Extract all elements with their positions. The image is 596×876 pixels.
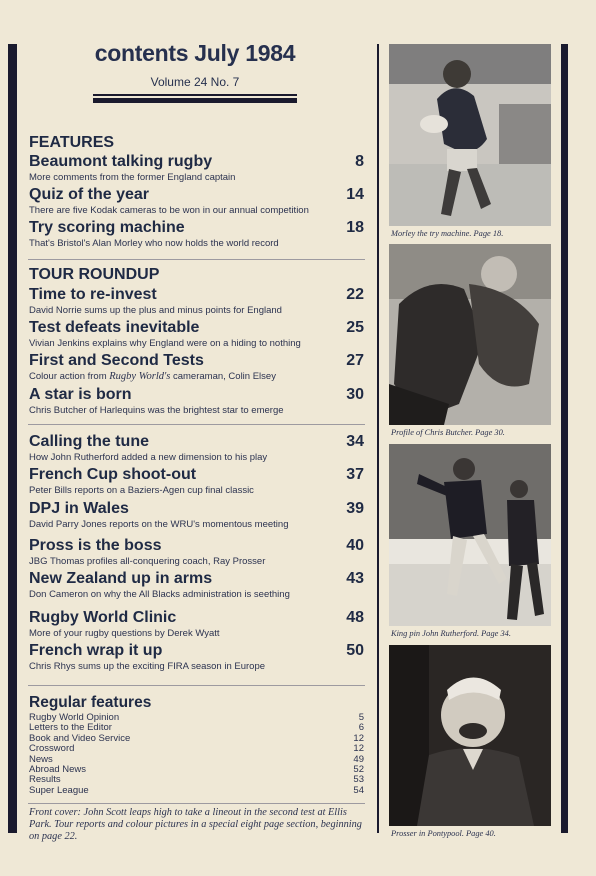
entry-description: Chris Rhys sums up the exciting FIRA season in Europe xyxy=(29,661,266,672)
front-cover-note: Front cover: John Scott leaps high to take a lineout in the second test at Ellis Park. Tour reports and colour pictures in a special eight page section, beginning on page 22. xyxy=(29,807,362,842)
regular-feature-page: 5 xyxy=(358,712,364,723)
entry-description: That's Bristol's Alan Morley who now holds the world record xyxy=(29,238,279,249)
entry-description: JBG Thomas profiles all-conquering coach, Ray Prosser xyxy=(29,556,266,567)
entry-title: A star is born xyxy=(29,386,132,403)
entry-description: Vivian Jenkins explains why England were on a hiding to nothing xyxy=(29,338,301,349)
entry-title: Pross is the boss xyxy=(29,537,162,554)
contents-entry[interactable] xyxy=(29,219,364,249)
photo-prosser xyxy=(389,645,551,826)
entry-title: New Zealand up in arms xyxy=(29,570,213,587)
contents-entry[interactable] xyxy=(29,609,364,639)
entry-description: More of your rugby questions by Derek Wyatt xyxy=(29,628,220,639)
contents-entry[interactable] xyxy=(29,186,364,216)
page-title: contents July 1984 xyxy=(94,40,296,66)
magazine-name: Rugby World's xyxy=(109,371,171,382)
photo-butcher xyxy=(389,244,551,425)
regular-feature-page: 6 xyxy=(358,722,364,734)
regular-feature-row[interactable] xyxy=(29,734,364,744)
features-heading: FEATURES xyxy=(29,134,115,151)
regular-feature-label: Abroad News xyxy=(29,764,87,776)
entry-page: 43 xyxy=(346,570,364,587)
entry-page: 8 xyxy=(355,153,364,170)
regular-feature-row[interactable] xyxy=(29,765,364,775)
regular-feature-page: 52 xyxy=(353,764,364,776)
entry-page: 40 xyxy=(346,537,364,554)
right-border-bar xyxy=(561,44,568,833)
contents-entry[interactable] xyxy=(29,537,364,567)
entry-description: How John Rutherford added a new dimension to his play xyxy=(29,452,268,463)
entry-page: 50 xyxy=(346,642,364,659)
photo-caption: King pin John Rutherford. Page 34. xyxy=(391,629,511,638)
regular-features-list xyxy=(29,713,364,796)
regular-feature-label: Crossword xyxy=(29,743,75,755)
entry-page: 37 xyxy=(346,466,364,483)
contents-entry[interactable] xyxy=(29,433,364,463)
photo-caption: Morley the try machine. Page 18. xyxy=(391,229,504,238)
contents-entry[interactable] xyxy=(29,386,364,416)
tour-roundup-heading: TOUR ROUNDUP xyxy=(29,266,160,283)
entry-title: Quiz of the year xyxy=(29,186,150,203)
desc-text: Colour action from xyxy=(29,371,110,382)
photo-caption: Prosser in Pontypool. Page 40. xyxy=(391,829,496,838)
contents-entry[interactable] xyxy=(29,319,364,349)
entry-page: 18 xyxy=(346,219,364,236)
entry-page: 39 xyxy=(346,500,364,517)
regular-feature-label: Results xyxy=(29,774,61,786)
regular-feature-page: 54 xyxy=(353,784,364,796)
title-rule-thick xyxy=(93,98,297,103)
regular-feature-page: 49 xyxy=(353,753,364,765)
section-divider xyxy=(28,259,365,260)
contents-entry[interactable] xyxy=(29,570,364,600)
entry-title: DPJ in Wales xyxy=(29,500,129,517)
regular-feature-page: 12 xyxy=(353,732,364,744)
regular-feature-row[interactable] xyxy=(29,744,364,754)
entry-page: 25 xyxy=(346,319,364,336)
entry-page: 22 xyxy=(346,286,364,303)
regular-feature-page: 12 xyxy=(353,743,364,755)
entry-title: Beaumont talking rugby xyxy=(29,153,213,170)
entry-description: More comments from the former England captain xyxy=(29,172,236,183)
contents-entry[interactable] xyxy=(29,500,364,530)
desc-text: cameraman, Colin Elsey xyxy=(170,371,276,382)
regular-feature-page: 53 xyxy=(353,774,364,786)
entry-description: David Parry Jones reports on the WRU's momentous meeting xyxy=(29,519,289,530)
photo-caption: Profile of Chris Butcher. Page 30. xyxy=(391,428,505,437)
entry-page: 27 xyxy=(346,352,364,369)
contents-entry[interactable] xyxy=(29,642,364,672)
section-divider xyxy=(28,424,365,425)
regular-feature-label: News xyxy=(29,753,53,765)
contents-entry[interactable] xyxy=(29,466,364,496)
entry-page: 30 xyxy=(346,386,364,403)
entry-description: Peter Bills reports on a Baziers-Agen cup final classic xyxy=(29,485,254,496)
entry-title: Time to re-invest xyxy=(29,286,157,303)
entry-page: 14 xyxy=(346,186,364,203)
photo-morley xyxy=(389,44,551,226)
left-border-bar xyxy=(8,44,17,833)
regular-feature-label: Book and Video Service xyxy=(29,732,131,744)
entry-page: 34 xyxy=(346,433,364,450)
regular-feature-label: Super League xyxy=(29,784,89,796)
entry-description: There are five Kodak cameras to be won in our annual competition xyxy=(29,205,309,216)
contents-entry[interactable] xyxy=(29,286,364,316)
entry-title: French wrap it up xyxy=(29,642,163,659)
entry-title: Rugby World Clinic xyxy=(29,609,177,626)
center-divider xyxy=(377,44,379,833)
regular-feature-label: Rugby World Opinion xyxy=(29,712,120,723)
entry-description: Chris Butcher of Harlequins was the brightest star to emerge xyxy=(29,405,284,416)
regular-feature-row[interactable] xyxy=(29,786,364,796)
volume-number: Volume 24 No. 7 xyxy=(150,75,240,89)
contents-entry[interactable] xyxy=(29,153,364,183)
entry-description: David Norrie sums up the plus and minus points for England xyxy=(29,305,282,316)
entry-title: Calling the tune xyxy=(29,433,149,450)
entry-page: 48 xyxy=(346,609,364,626)
photo-rutherford xyxy=(389,444,551,626)
title-rule-thin xyxy=(93,94,297,96)
entry-title: Test defeats inevitable xyxy=(29,319,200,336)
section-divider xyxy=(28,685,365,686)
contents-entry[interactable] xyxy=(29,352,364,382)
section-divider xyxy=(28,803,365,804)
entry-description: Don Cameron on why the All Blacks administration is seething xyxy=(29,589,290,600)
entry-title: Try scoring machine xyxy=(29,219,185,236)
regular-feature-label: Letters to the Editor xyxy=(29,722,112,734)
entry-title: French Cup shoot-out xyxy=(29,466,197,483)
entry-title: First and Second Tests xyxy=(29,352,204,369)
entry-description xyxy=(29,371,364,382)
regular-features-heading: Regular features xyxy=(29,694,152,711)
